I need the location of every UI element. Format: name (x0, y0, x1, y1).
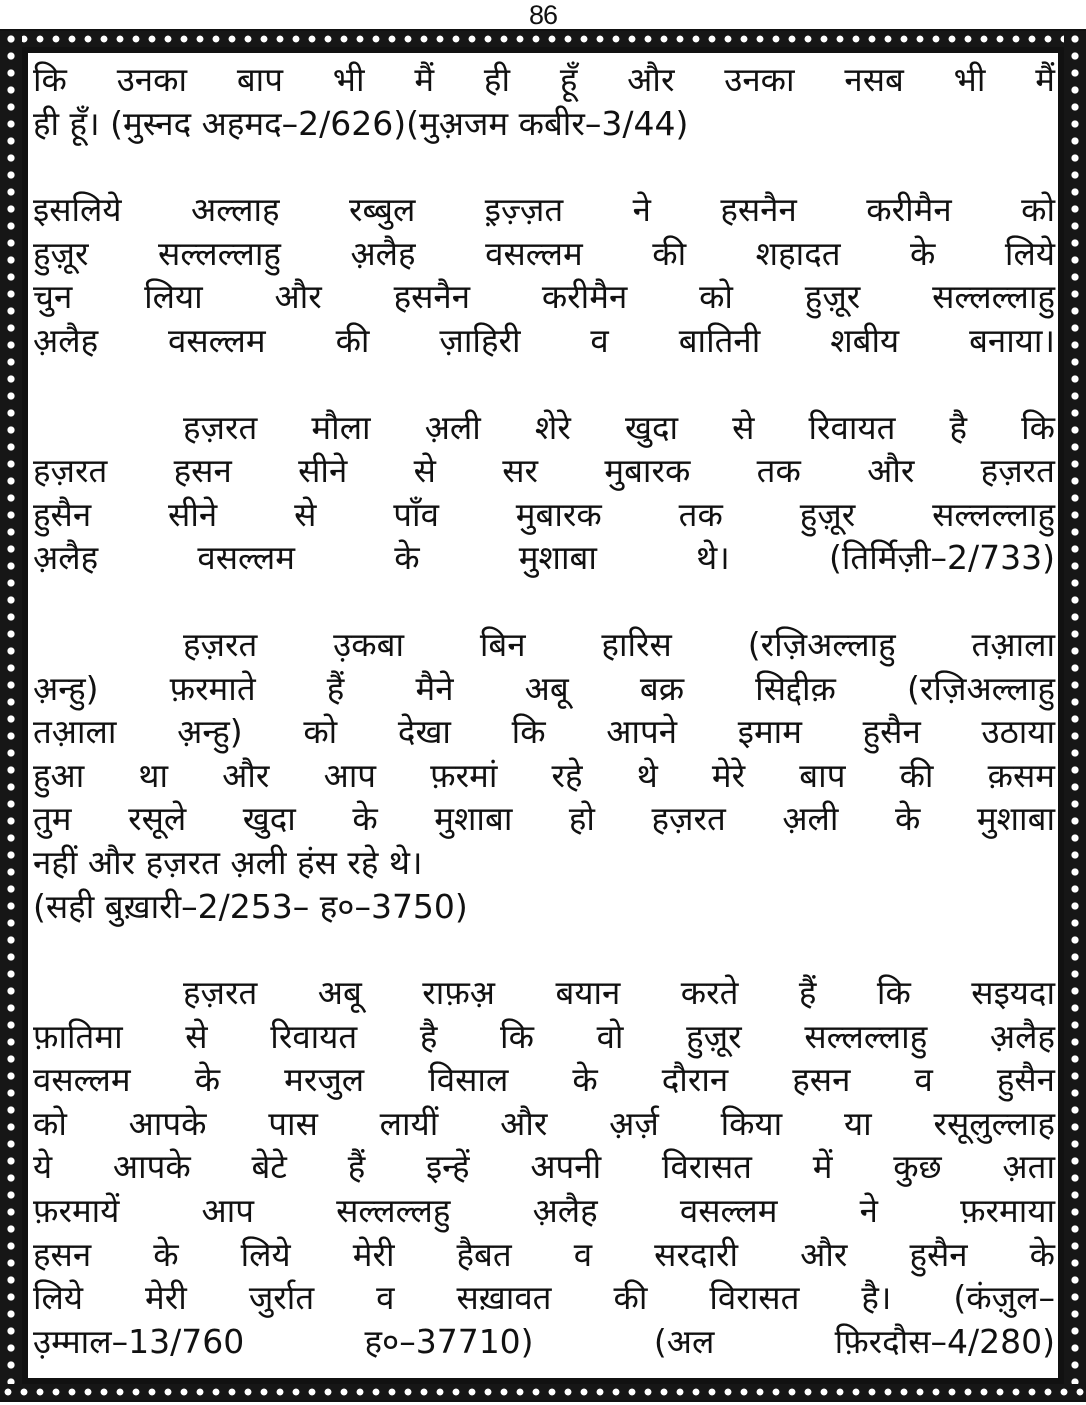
citation-line: (सही बुख़ारी–2/253– ह०–3750) (33, 886, 468, 926)
text-line: हुसैन सीने से पाँव मुबारक तक हुज़ूर सल्लल्लाहु (33, 494, 1055, 534)
text-line: हज़रत मौला अ़ली शेरे खुदा से रिवायत है कि (183, 407, 1055, 447)
text-line: अ़लैह वसल्लम की ज़ाहिरी व बातिनी शबीय बनाया। (33, 320, 1055, 360)
paragraph-gap (33, 363, 1055, 406)
text-line: तआ़ला अ़न्हु) को देखा कि आपने इमाम हुसैन उठाया (33, 712, 1055, 752)
paragraph-gap (33, 145, 1055, 188)
text-line: वसल्लम के मरजुल विसाल के दौरान हसन व हुसैन (33, 1060, 1055, 1100)
paragraph-4 (33, 623, 1055, 928)
border-star-band-top (0, 31, 1086, 47)
paragraph-3 (33, 406, 1055, 580)
page-content (33, 58, 1055, 1363)
text-line: फ़रमायें आप सल्लल्लहु अ़लैह वसल्लम ने फ़रमाया (33, 1191, 1055, 1231)
text-line: हज़रत उ़कबा बिन हारिस (रज़िअल्लाहु तआ़ला (183, 624, 1055, 664)
border-star-band-bottom (0, 1384, 1086, 1400)
text-line: हुज़ूर सल्लल्लाहु अ़लैह वसल्लम की शहादत के लिये (33, 233, 1055, 273)
paragraph-gap (33, 580, 1055, 623)
text-line: चुन लिया और हसनैन करीमैन को हुज़ूर सल्लल्लाहु (33, 277, 1055, 317)
page-number: 86 (528, 0, 558, 30)
paragraph-1 (33, 58, 1055, 145)
text-line: फ़ातिमा से रिवायत है कि वो हुज़ूर सल्लल्लाहु अ़लैह (33, 1016, 1055, 1056)
paragraph-gap (33, 928, 1055, 971)
text-line: हुआ था और आप फ़रमां रहे थे मेरे बाप की क़सम (33, 755, 1055, 795)
text-line: ही हूँ। (मुस्नद अहमद–2/626)(मुअ़जम कबीर–3/44) (33, 103, 689, 143)
text-line: लिये मेरी जुर्रात व सख़ावत की विरासत है। (कंज़ुल– (33, 1278, 1055, 1318)
border-star-band-left (0, 31, 22, 1400)
text-line: हज़रत अबू राफ़अ़ बयान करते हैं कि सइयदा (183, 973, 1055, 1013)
paragraph-2 (33, 188, 1055, 362)
text-line: हसन के लिये मेरी हैबत व सरदारी और हुसैन के (33, 1234, 1055, 1274)
text-line: तुम रसूले खुदा के मुशाबा हो हज़रत अ़ली के मुशाबा (33, 799, 1055, 839)
text-line: कि उनका बाप भी मैं ही हूँ और उनका नसब भी मैं (33, 60, 1055, 99)
text-line: को आपके पास लायीं और अ़र्ज़ किया या रसूलुल्लाह (33, 1103, 1055, 1143)
paragraph-5 (33, 971, 1055, 1363)
text-line: इसलिये अल्लाह रब्बुल इ़ज़्ज़त ने हसनैन करीमैन को (33, 190, 1055, 230)
text-line: हज़रत हसन सीने से सर मुबारक तक और हज़रत (33, 451, 1055, 491)
text-line: अ़लैह वसल्लम के मुशाबा थे। (तिर्मिज़ी–2/733) (33, 538, 1055, 578)
citation-line: उ़म्माल–13/760 ह०–37710) (अल फ़िरदौस–4/280) (33, 1321, 1055, 1361)
text-line: नहीं और हज़रत अ़ली हंस रहे थे। (33, 842, 423, 882)
text-line: ये आपके बेटे हैं इन्हें अपनी विरासत में कुछ अ़ता (33, 1147, 1055, 1187)
border-star-band-right (1064, 31, 1086, 1400)
text-line: अ़न्हु) फ़रमाते हैं मैने अबू बक्र सिद्दीक़ (रज़िअल्लाहु (33, 668, 1055, 708)
